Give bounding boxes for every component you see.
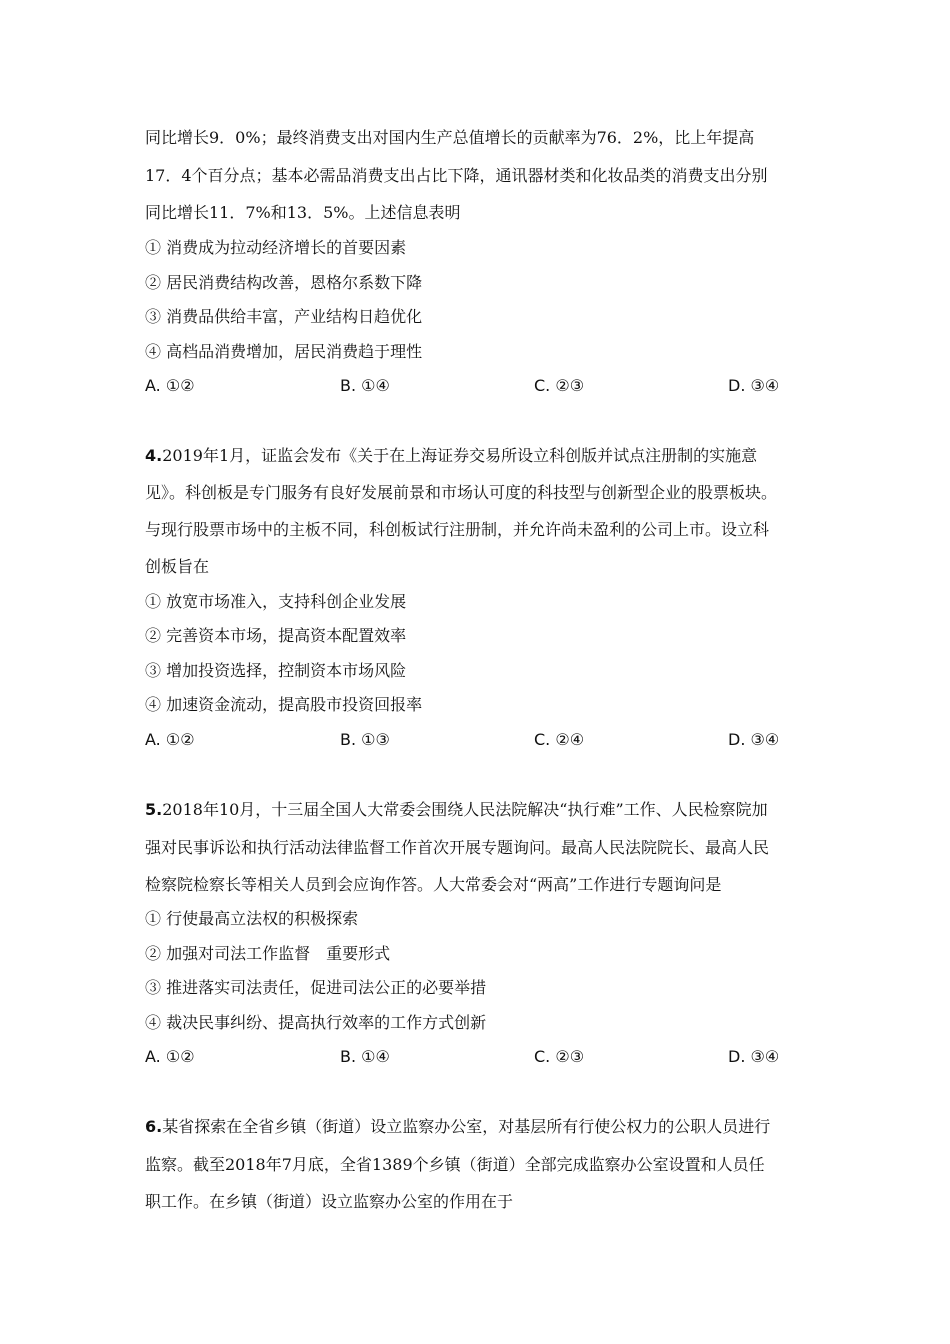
option-letter: C.: [534, 376, 551, 395]
q3-option-b: [340, 375, 390, 397]
option-value: ①④: [361, 1047, 390, 1066]
q6-text-line: 职工作。在乡镇（街道）设立监察办公室的作用在于: [145, 1192, 514, 1211]
q4-option-c: [534, 729, 584, 751]
option-letter: A.: [145, 1047, 161, 1066]
question-number: 6.: [145, 1117, 163, 1136]
q4-item: ② 完善资本市场，提高资本配置效率: [145, 626, 407, 645]
q4-option-b: [340, 729, 390, 751]
q4-text-line: 创板旨在: [145, 557, 210, 576]
q3-item: ② 居民消费结构改善，恩格尔系数下降: [145, 273, 423, 292]
q4-text-line: 与现行股票市场中的主板不同，科创板试行注册制，并允许尚未盈利的公司上市。设立科: [145, 520, 770, 539]
q4-option-d: [728, 729, 779, 751]
q4-text-line: 见》。科创板是专门服务有良好发展前景和市场认可度的科技型与创新型企业的股票板块。: [145, 483, 778, 502]
q3-item: ① 消费成为拉动经济增长的首要因素: [145, 238, 407, 257]
option-letter: B.: [340, 376, 357, 395]
option-letter: C.: [534, 730, 551, 749]
q3-text-line: 同比增长9．0%；最终消费支出对国内生产总值增长的贡献率为76．2%，比上年提高: [145, 128, 755, 147]
question-number: 5.: [145, 800, 163, 819]
option-letter: A.: [145, 376, 161, 395]
q5-text-line: 检察院检察长等相关人员到会应询作答。人大常委会对“两高”工作进行专题询问是: [145, 875, 722, 894]
option-letter: A.: [145, 730, 161, 749]
q3-item: ④ 高档品消费增加，居民消费趋于理性: [145, 342, 423, 361]
option-value: ①②: [165, 730, 195, 749]
option-value: ③④: [750, 376, 780, 395]
q5-option-a: [145, 1046, 195, 1068]
q4-item: ③ 增加投资选择，控制资本市场风险: [145, 661, 407, 680]
q5-item: ② 加强对司法工作监督 重要形式: [145, 944, 391, 963]
q5-item: ① 行使最高立法权的积极探索: [145, 909, 359, 928]
q5-item: ③ 推进落实司法责任，促进司法公正的必要举措: [145, 978, 487, 997]
q5-text-line: 强对民事诉讼和执行活动法律监督工作首次开展专题询问。最高人民法院院长、最高人民: [145, 838, 770, 857]
option-letter: B.: [340, 1047, 357, 1066]
option-letter: C.: [534, 1047, 551, 1066]
q5-text-line: [145, 799, 825, 821]
q5-option-c: [534, 1046, 584, 1068]
q5-text: 2018年10月，十三届全国人大常委会围绕人民法院解决“执行难”工作、人民检察院加: [162, 800, 768, 819]
option-value: ②③: [555, 376, 585, 395]
q3-text-line: 同比增长11．7%和13．5%。上述信息表明: [145, 203, 461, 222]
option-letter: D.: [728, 1047, 746, 1066]
option-value: ①④: [361, 376, 390, 395]
question-number: 4.: [145, 446, 163, 465]
option-value: ②④: [555, 730, 585, 749]
q5-option-d: [728, 1046, 779, 1068]
q4-text: 2019年1月，证监会发布《关于在上海证券交易所设立科创版并试点注册制的实施意: [162, 446, 758, 465]
option-value: ③④: [750, 730, 780, 749]
option-letter: D.: [728, 376, 746, 395]
q4-text-line: [145, 445, 825, 467]
q4-item: ① 放宽市场准入，支持科创企业发展: [145, 592, 407, 611]
option-value: ①②: [165, 376, 195, 395]
q4-option-a: [145, 729, 195, 751]
option-value: ②③: [555, 1047, 585, 1066]
option-value: ①③: [361, 730, 390, 749]
q3-option-d: [728, 375, 779, 397]
option-letter: D.: [728, 730, 746, 749]
q5-option-b: [340, 1046, 390, 1068]
option-value: ①②: [165, 1047, 195, 1066]
q3-option-c: [534, 375, 584, 397]
q3-text-line: 17．4个百分点；基本必需品消费支出占比下降，通讯器材类和化妆品类的消费支出分别: [145, 166, 768, 185]
q6-text-line: [145, 1116, 825, 1138]
q3-option-a: [145, 375, 195, 397]
option-value: ③④: [750, 1047, 780, 1066]
q4-item: ④ 加速资金流动，提高股市投资回报率: [145, 695, 423, 714]
q6-text-line: 监察。截至2018年7月底，全省1389个乡镇（街道）全部完成监察办公室设置和人员任: [145, 1155, 765, 1174]
q5-item: ④ 裁决民事纠纷、提高执行效率的工作方式创新: [145, 1013, 487, 1032]
option-letter: B.: [340, 730, 357, 749]
q3-item: ③ 消费品供给丰富，产业结构日趋优化: [145, 307, 423, 326]
q6-text: 某省探索在全省乡镇（街道）设立监察办公室，对基层所有行使公权力的公职人员进行: [162, 1117, 771, 1136]
